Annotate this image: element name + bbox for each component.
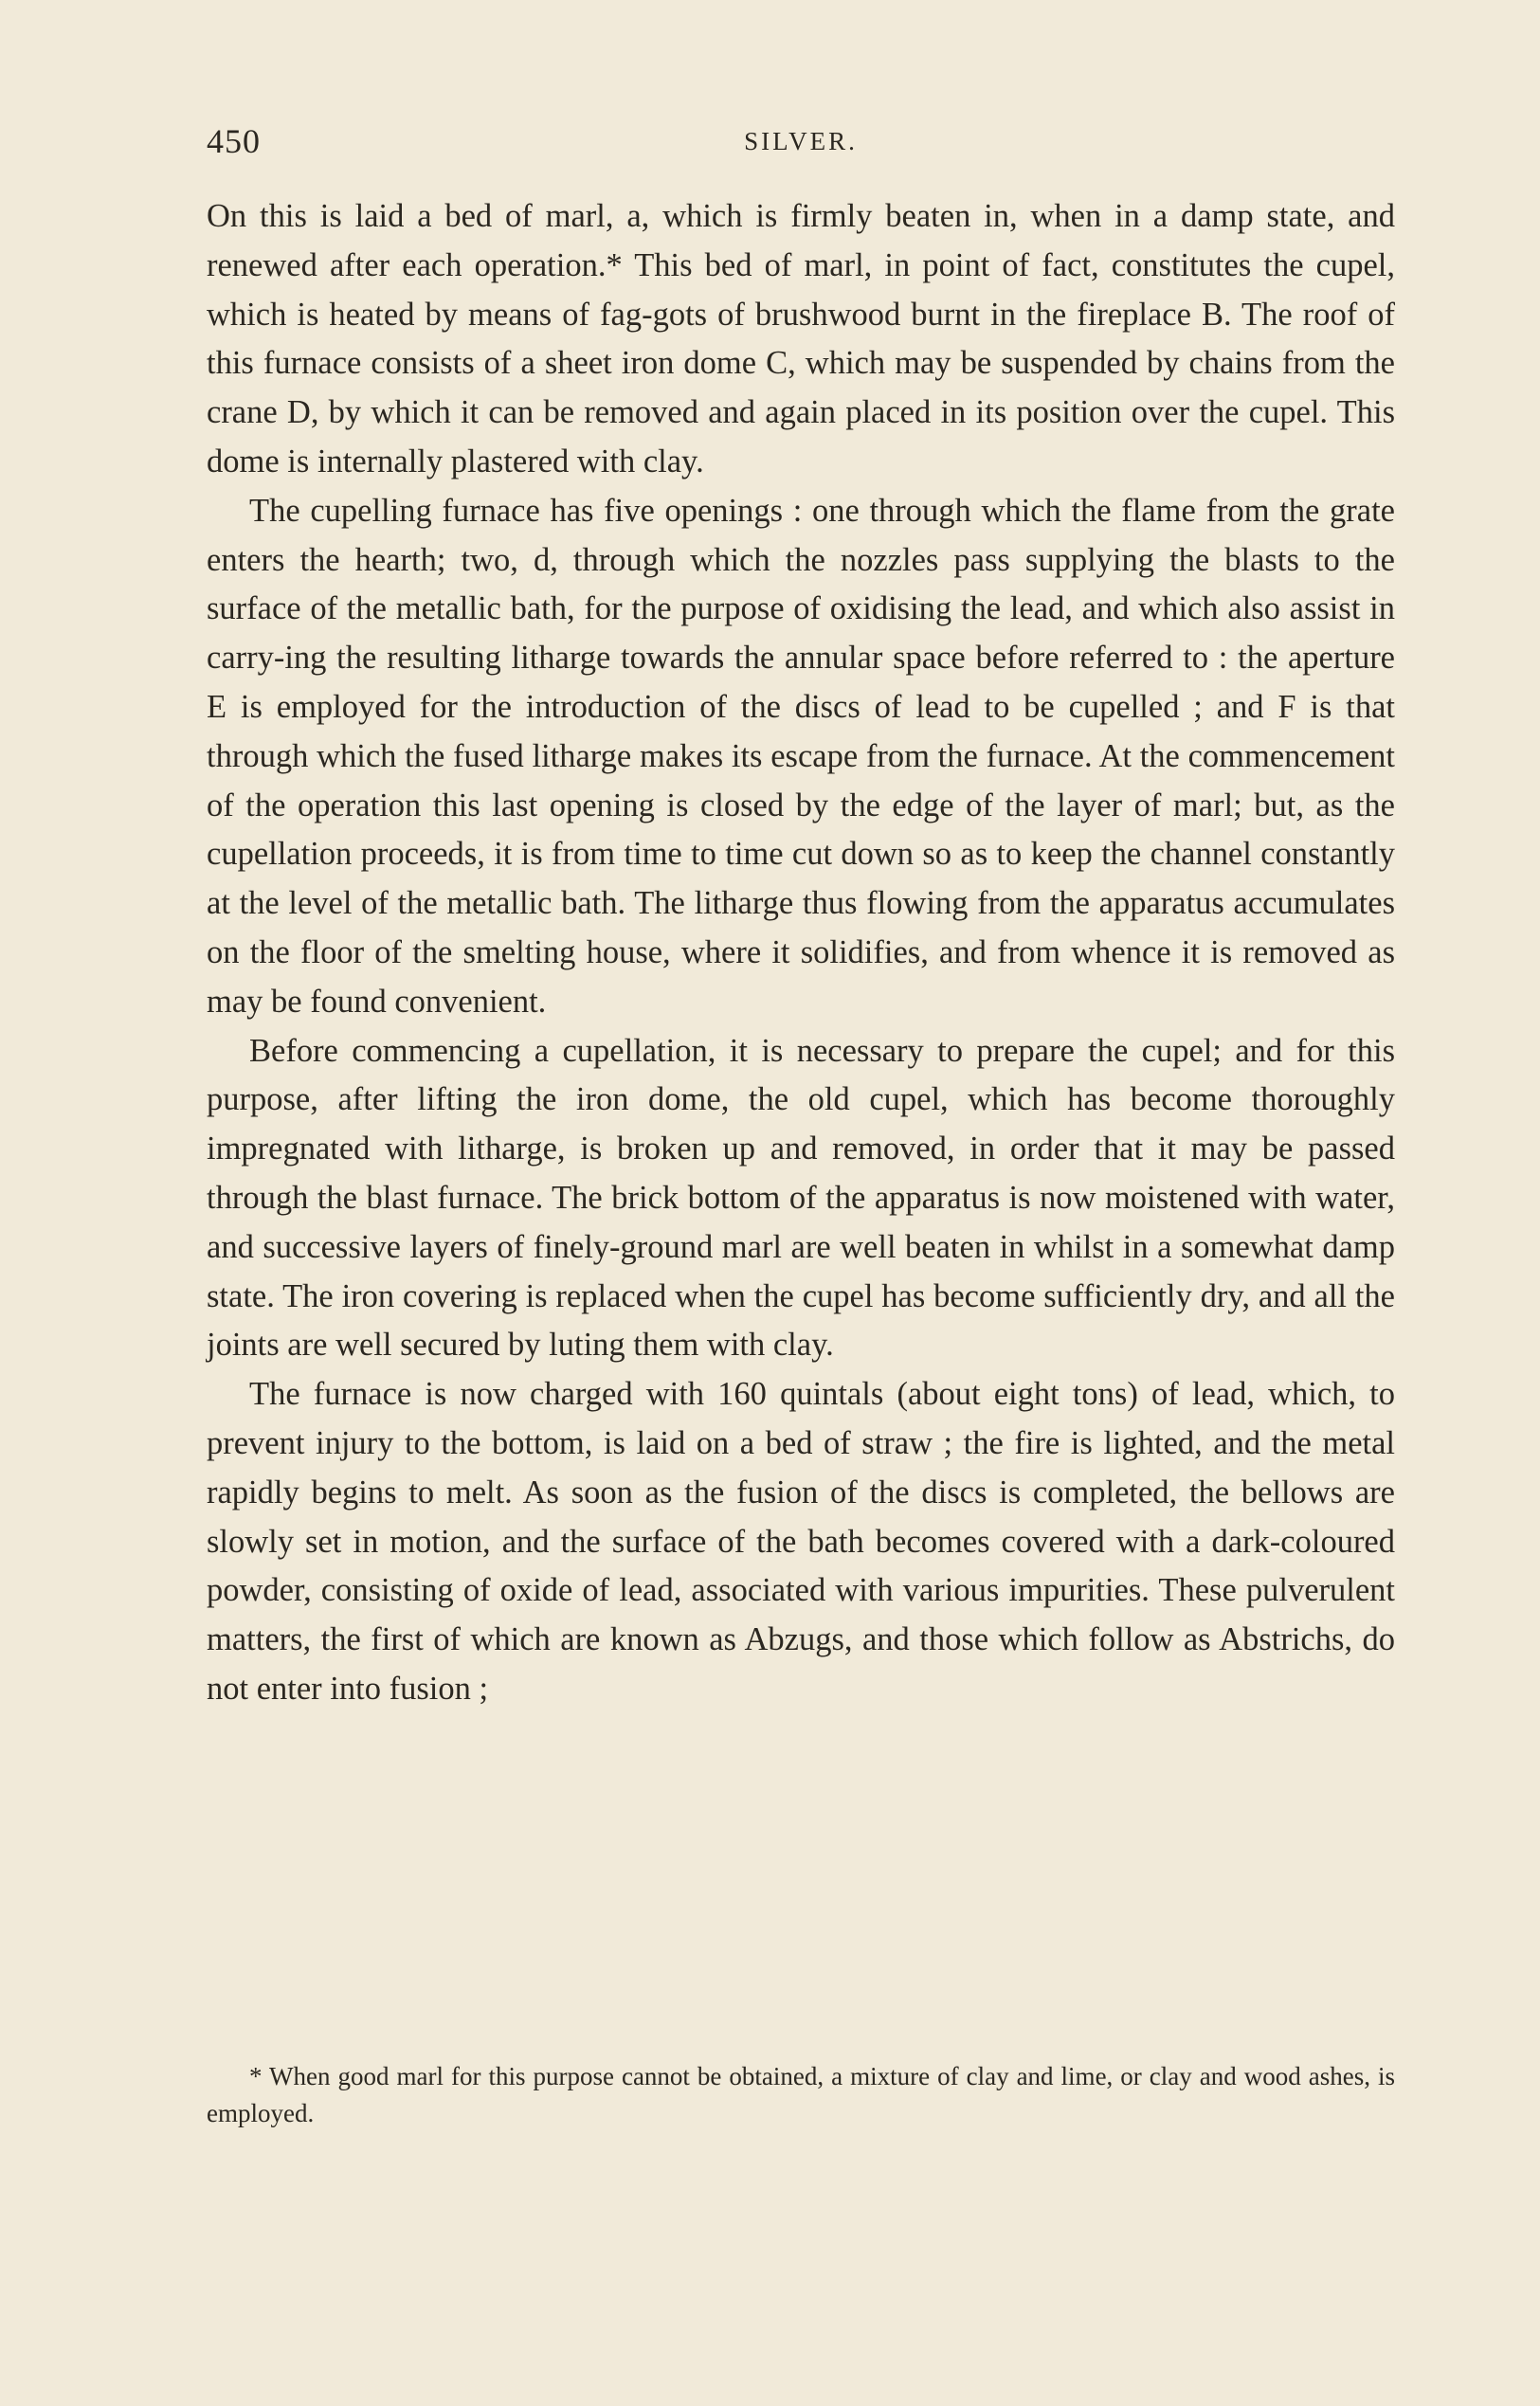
paragraph: On this is laid a bed of marl, a, which is firmly beaten in, when in a damp state, and renewed after each operation.* This bed of marl, in point of fact, constitutes the cupel, which is heated by means of fag-gots of brushwood burnt in the fireplace B. The roof of this furnace consists of a sheet iron dome C, which may be suspended by chains from the crane D, by which it can be removed and again placed in its position over the cupel. This dome is internally plastered with clay. bbox=[207, 198, 1395, 479]
paragraph: Before commencing a cupellation, it is necessary to prepare the cupel; and for this purpose, after lifting the iron dome, the old cupel, which has become thoroughly impregnated with litharge, is broken up and removed, in order that it may be passed through the blast furnace. The brick bottom of the apparatus is now moistened with water, and successive layers of finely-ground marl are well beaten in whilst in a somewhat damp state. The iron covering is replaced when the cupel has become sufficiently dry, and all the joints are well secured by luting them with clay. bbox=[207, 1032, 1395, 1364]
paragraph: The furnace is now charged with 160 quintals (about eight tons) of lead, which, to prevent injury to the bottom, is laid on a bed of straw ; the fire is lighted, and the metal rapidly begins to melt. As soon as the fusion of the discs is completed, the bellows are slowly set in motion, and the surface of the bath becomes covered with a dark-coloured powder, consisting of oxide of lead, associated with various impurities. These pulverulent matters, the first of which are known as Abzugs, and those which follow as Abstrichs, do not enter into fusion ; bbox=[207, 1376, 1395, 1707]
page-header bbox=[207, 121, 1395, 169]
footnote: * When good marl for this purpose cannot be obtained, a mixture of clay and lime, or clay and wood ashes, is employed. bbox=[207, 2062, 1395, 2127]
page-number: 450 bbox=[207, 122, 261, 160]
paragraph: The cupelling furnace has five openings : one through which the flame from the grate enters the hearth; two, d, through which the nozzles pass supplying the blasts to the surface of the metallic bath, for the purpose of oxidising the lead, and which also assist in carry-ing the resulting litharge towards the annular space before referred to : the aperture E is employed for the introduction of the discs of lead to be cupelled ; and F is that through which the fused litharge makes its escape from the furnace. At the commencement of the operation this last opening is closed by the edge of the layer of marl; but, as the cupellation proceeds, it is from time to time cut down so as to keep the channel constantly at the level of the metallic bath. The litharge thus flowing from the apparatus accumulates on the floor of the smelting house, where it solidifies, and from whence it is removed as may be found convenient. bbox=[207, 492, 1395, 1020]
running-title: SILVER. bbox=[744, 127, 858, 155]
body-text bbox=[207, 192, 1395, 1714]
